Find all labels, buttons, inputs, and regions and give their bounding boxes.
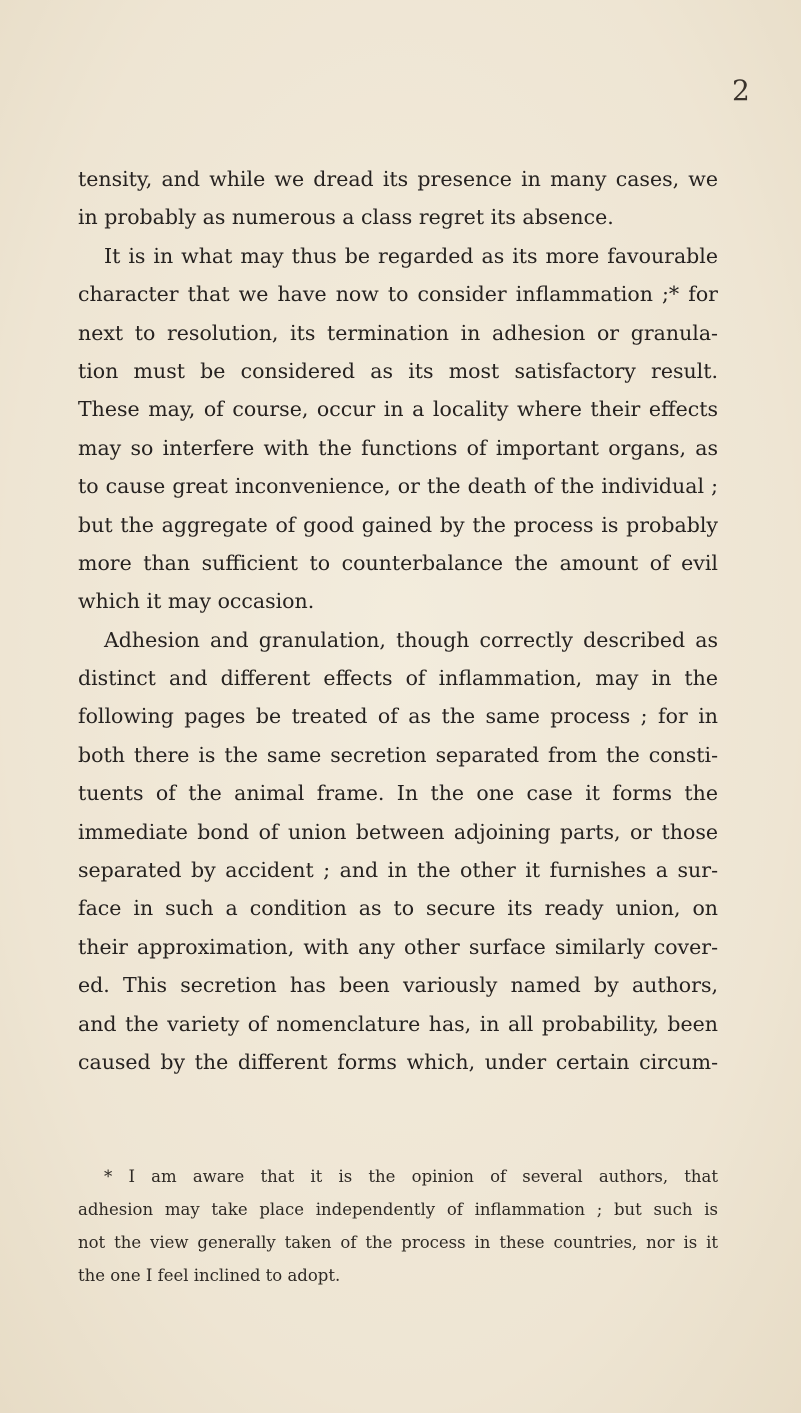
text-line: distinct and different effects of inflammation, may in the xyxy=(78,666,718,691)
footnote-line: adhesion may take place independently of inflammation ; but such is xyxy=(78,1200,718,1219)
text-line: next to resolution, its termination in adhesion or granula- xyxy=(78,320,718,345)
text-line: face in such a condition as to secure its ready union, on xyxy=(78,896,718,921)
text-line: tuents of the animal frame. In the one case it forms the xyxy=(78,781,718,806)
text-line: to cause great inconvenience, or the death of the individual ; xyxy=(78,474,718,499)
text-line: caused by the different forms which, under certain circum- xyxy=(78,1049,718,1074)
text-line: more than sufficient to counterbalance the amount of evil xyxy=(78,550,718,575)
text-line: both there is the same secretion separated from the consti- xyxy=(78,742,718,767)
page-number: 2 xyxy=(732,74,750,107)
text-line: following pages be treated of as the same process ; for in xyxy=(78,704,718,729)
text-line: which it may occasion. xyxy=(78,589,315,614)
footnote-line: not the view generally taken of the process in these countries, nor is it xyxy=(78,1233,718,1252)
footnote-line: * I am aware that it is the opinion of several authors, that xyxy=(104,1167,718,1186)
text-line: separated by accident ; and in the other it furnishes a sur- xyxy=(78,858,718,883)
text-line: in probably as numerous a class regret its absence. xyxy=(78,205,614,230)
body-text xyxy=(78,160,718,1081)
text-line: their approximation, with any other surface similarly cover- xyxy=(78,934,718,959)
text-line: tensity, and while we dread its presence in many cases, we xyxy=(78,167,718,191)
text-line: These may, of course, occur in a locality where their effects xyxy=(78,397,718,422)
text-line: and the variety of nomenclature has, in all probability, been xyxy=(78,1011,718,1036)
text-line: but the aggregate of good gained by the process is probably xyxy=(78,512,718,537)
text-line: ed. This secretion has been variously named by authors, xyxy=(78,973,718,998)
footnote xyxy=(78,1160,718,1292)
footnote-line: the one I feel inclined to adopt. xyxy=(78,1266,341,1285)
text-line: immediate bond of union between adjoining parts, or those xyxy=(78,819,718,844)
text-line: It is in what may thus be regarded as its more favourable xyxy=(104,243,718,268)
text-line: tion must be considered as its most satisfactory result. xyxy=(78,358,718,383)
text-line: may so interfere with the functions of important organs, as xyxy=(78,435,718,460)
text-line: Adhesion and granulation, though correctly described as xyxy=(104,627,718,652)
text-line: character that we have now to consider inflammation ;* for xyxy=(78,282,718,307)
